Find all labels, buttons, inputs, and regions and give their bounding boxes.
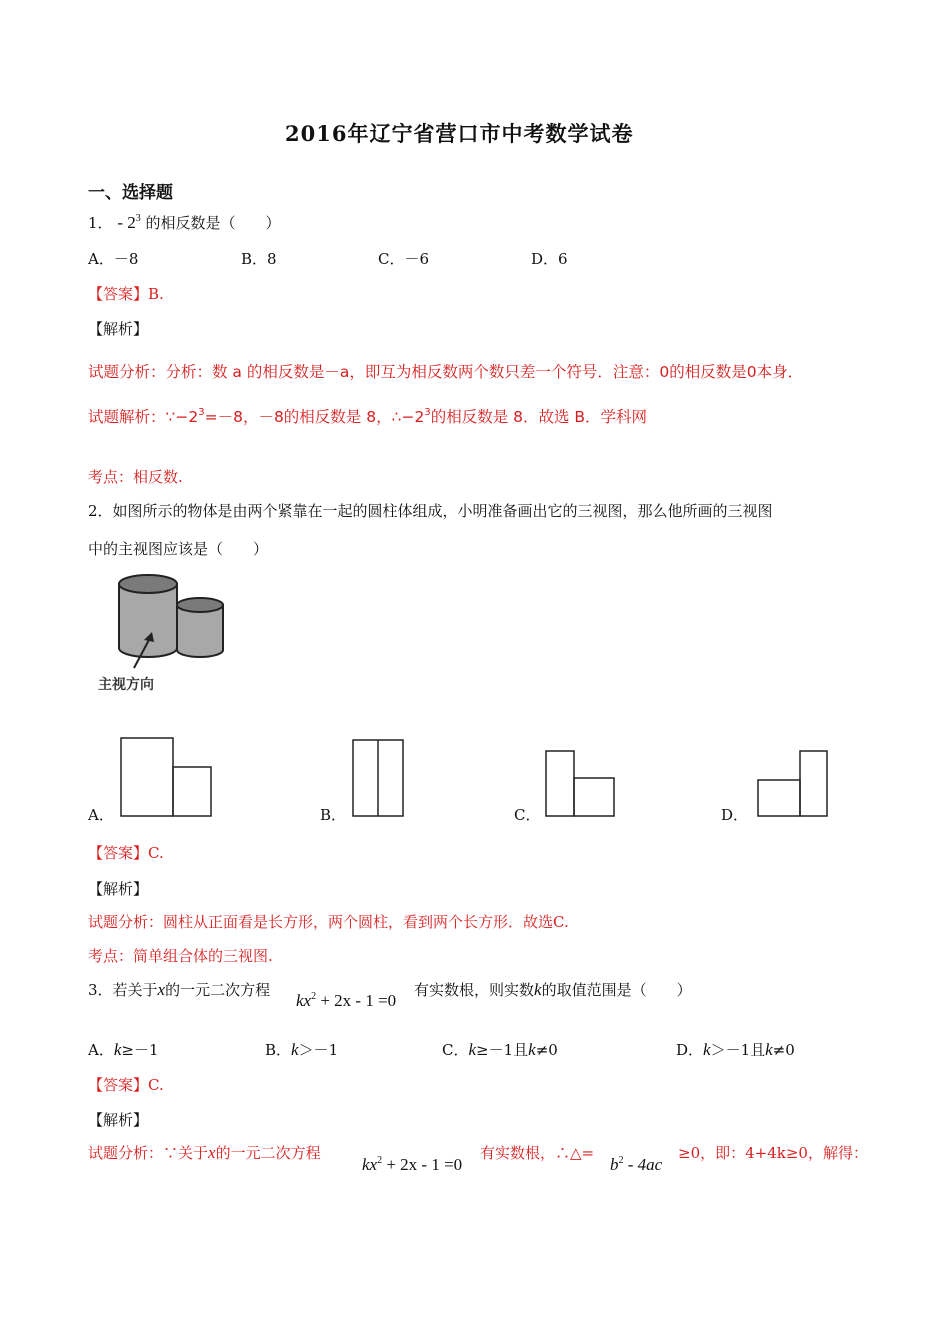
q1-analysis-2: 试题解析：$\because-2^3=-8$，－8的相反数是 8，$\therefore-2^3$的相反数是 8．故选 B．学科网 [88,407,648,426]
q1-option-d[interactable]: D．6 [531,250,568,268]
q2-option-b-figure [352,739,407,819]
q1-option-a[interactable]: A．－8 [88,250,139,268]
q2-option-b[interactable]: B． [320,806,347,824]
figure-label: 主视方向 [98,677,154,693]
q3-answer: 【答案】C. [88,1076,164,1094]
q3-analysis-label: 【解析】 [88,1111,149,1129]
question-2-line-1: 2．如图所示的物体是由两个紧靠在一起的圆柱体组成，小明准备画出它的三视图，那么他所画的三视图 [88,502,773,520]
section-heading: 一、选择题 [88,183,173,203]
q1-option-b[interactable]: B．8 [241,250,277,268]
question-1 [88,212,281,233]
question-text: 的相反数是（ ） [145,214,281,232]
q3-option-d[interactable]: D．k＞－1且k≠0 [676,1040,795,1059]
q1-analysis-1: 试题分析：分析：数 a 的相反数是－a，即互为相反数两个数只差一个符号．注意：0的相反数是0本身． [88,363,804,381]
q3-equation: $kx^2 + 2x - 1 =0$ [296,991,397,1010]
q1-expression: - $2^3$ [117,213,141,232]
q3-option-b[interactable]: B．k＞－1 [265,1040,339,1059]
q2-option-a[interactable]: A． [88,806,114,824]
q1-option-c[interactable]: C．－6 [378,250,430,268]
q2-option-c-figure [545,750,617,820]
page-title: 2016年辽宁省营口市中考数学试卷 [285,121,634,146]
q3-discriminant: $b^2 - 4ac$ [610,1155,663,1174]
q3-option-c[interactable]: C．k≥－1且k≠0 [442,1040,558,1059]
q1-analysis-label: 【解析】 [88,320,149,338]
q3-analysis-part-1: 试题分析：∵关于x的一元二次方程 [88,1143,321,1162]
q2-option-d-figure [757,750,829,820]
q3-option-a[interactable]: A．k≥－1 [88,1040,159,1059]
q2-analysis: 试题分析：圆柱从正面看是长方形，两个圆柱，看到两个长方形．故选C. [88,913,569,931]
q2-option-a-figure [120,737,215,817]
q2-answer: 【答案】C. [88,844,164,862]
question-3-text: 3．若关于x的一元二次方程 [88,980,271,999]
q3-analysis-part-2: 有实数根，∴△= [480,1144,595,1162]
question-3-text-2: 有实数根，则实数k的取值范围是（ ） [414,980,692,999]
question-number: 1． [88,214,113,232]
q2-point: 考点：简单组合体的三视图. [88,947,273,965]
q1-point: 考点：相反数. [88,468,183,486]
q2-analysis-label: 【解析】 [88,880,149,898]
q2-option-c[interactable]: C． [514,806,541,824]
q3-analysis-equation: $kx^2 + 2x - 1 =0$ [362,1155,463,1174]
q1-answer: 【答案】B. [88,285,164,303]
question-2-line-2: 中的主视图应该是（ ） [88,540,269,558]
q2-option-d[interactable]: D． [721,806,749,824]
q3-analysis-part-3: ≥0，即：4+4k≥0，解得： [678,1144,868,1162]
